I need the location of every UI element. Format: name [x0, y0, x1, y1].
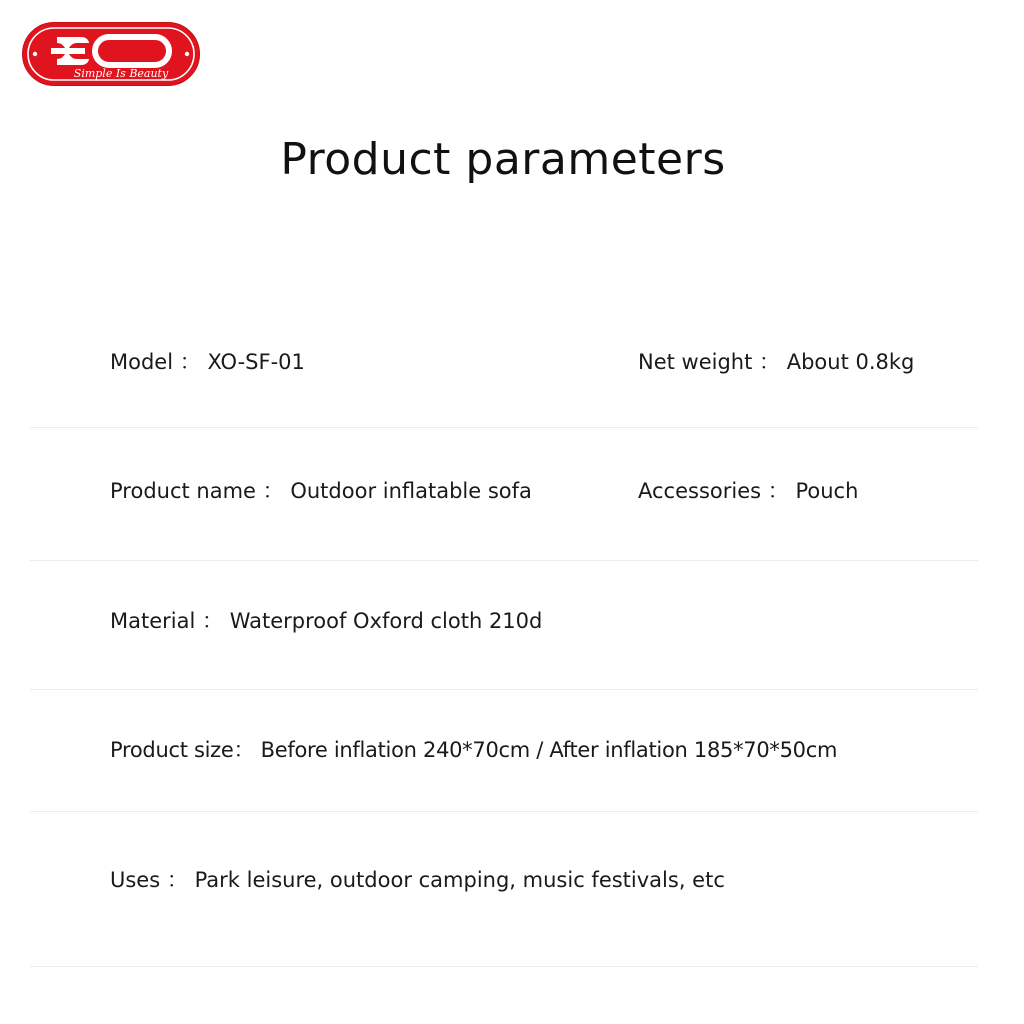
param-net-weight [638, 348, 914, 376]
param-separator: ： [233, 738, 255, 762]
param-value: Waterproof Oxford cloth 210d [229, 609, 543, 633]
param-separator: ： [759, 350, 781, 374]
param-value: XO-SF-01 [207, 350, 305, 374]
param-separator: ： [179, 350, 201, 374]
param-value: About 0.8kg [786, 350, 915, 374]
row-divider [30, 811, 978, 812]
param-label: Material [110, 609, 196, 633]
param-separator: ： [166, 868, 188, 892]
param-separator: ： [767, 479, 789, 503]
param-value: Outdoor inflatable sofa [290, 479, 532, 503]
row-divider [30, 966, 978, 967]
row-divider [30, 427, 978, 428]
xo-logo [21, 21, 201, 87]
param-product-name [110, 477, 532, 505]
param-product-size [110, 736, 837, 764]
row-divider [30, 560, 978, 561]
param-uses [110, 866, 725, 894]
row-divider [30, 689, 978, 690]
param-label: Accessories [638, 479, 762, 503]
param-value: Park leisure, outdoor camping, music festivals, etc [194, 868, 725, 892]
param-model [110, 348, 305, 376]
param-label: Product size [110, 738, 234, 762]
param-label: Net weight [638, 350, 753, 374]
brand-slogan: Simple Is Beauty [73, 67, 169, 80]
param-separator: ： [202, 609, 223, 633]
param-label: Uses [110, 868, 161, 892]
param-material [110, 607, 542, 635]
param-separator: ： [262, 479, 284, 503]
page-title: Product parameters [280, 134, 726, 185]
param-value: Pouch [795, 479, 859, 503]
param-label: Model [110, 350, 174, 374]
param-accessories [638, 477, 858, 505]
param-label: Product name [110, 479, 256, 503]
param-value: Before inflation 240*70cm / After inflation 185*70*50cm [260, 738, 838, 762]
